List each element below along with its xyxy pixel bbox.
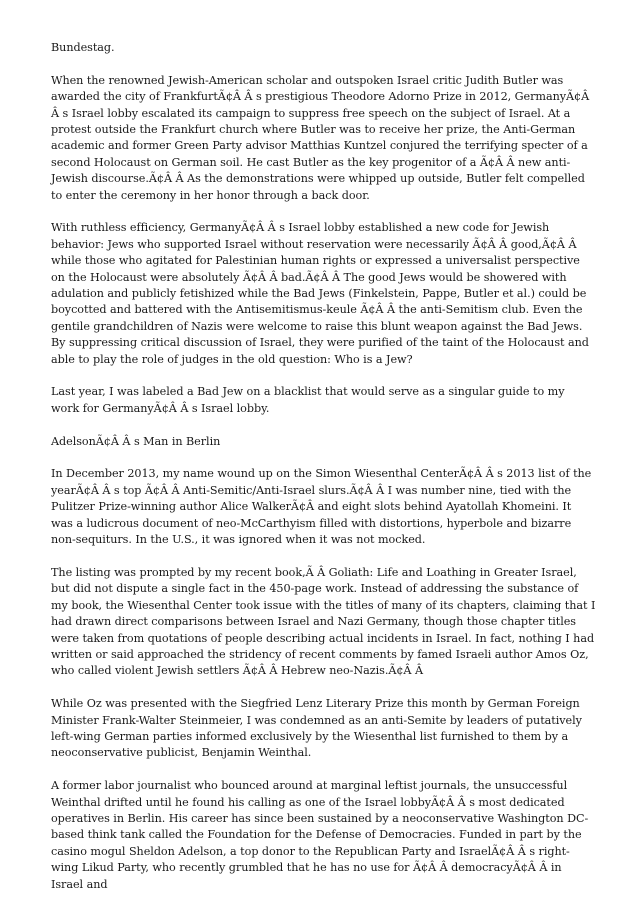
paragraph-butler-prize: When the renowned Jewish-American scholar and outspoken Israel critic Judith Butler was awarded the city of FrankfurtÃ¢Â Â s prestigious Theodore Adorno Prize in 2012, GermanyÃ¢Â Â s Israel lobby escalated its campaign to suppress free speech on the subject of Israel. At a protest outside the Frankfurt church where Butler was to receive her prize, the Anti-German academic and former Green Party advisor Matthias Kuntzel conjured the terrifying specter of a second Holocaust on German soil. He cast Butler as the key progenitor of a Ã¢Â Â new anti-Jewish discourse.Ã¢Â Â As the demonstrations were whipped up outside, Butler felt compelled to enter the ceremony in her honor through a back door. — [51, 73, 590, 202]
paragraph-goliath: The listing was prompted by my recent book,Ã Â Goliath: Life and Loathing in Greater Israel, but did not dispute a single fact in the 450-page work. Instead of addressing the substance of my book, the Wiesenthal Center took issue with the titles of many of its chapters, claiming that I had drawn direct comparisons between Israel and Nazi Germany, though those chapter titles were taken from quotations of people describing actual incidents in Israel. In fact, nothing I had written or said approached the stridency of recent comments by famed Israeli author Amos Oz, who called violent Jewish settlers Ã¢Â Â Hebrew neo-Nazis.Ã¢Â Â — [51, 565, 596, 678]
paragraph-bundestag: Bundestag. — [51, 41, 115, 54]
paragraph-weinthal: A former labor journalist who bounced around at marginal leftist journals, the unsuccessful Weinthal drifted until he found his calling as one of the Israel lobbyÃ¢Â Â s most dedicated operatives in Berlin. His career has since been sustained by a neoconservative Washington DC-based think tank called the Foundation for the Defense of Democracies. Funded in part by the casino mogul Sheldon Adelson, a top donor to the Republican Party and IsraelÃ¢Â Â s right-wing Likud Party, who recently grumbled that he has no use for Ã¢Â Â democracyÃ¢Â Â in Israel and — [51, 779, 589, 891]
paragraph-wiesenthal-list: In December 2013, my name wound up on the Simon Wiesenthal CenterÃ¢Â Â s 2013 list of the yearÃ¢Â Â s top Ã¢Â Â Anti-Semitic/Anti-Israel slurs.Ã¢Â Â I was number nine, tied with the Pulitzer Prize-winning author Alice WalkerÃ¢Â and eight slots behind Ayatollah Khomeini. It was a ludicrous document of neo-McCarthyism filled with distortions, hyperbole and bizarre non-sequiturs. In the U.S., it was ignored when it was not mocked. — [51, 467, 592, 547]
paragraph-oz-prize: While Oz was presented with the Siegfried Lenz Literary Prize this month by German Foreign Minister Frank-Walter Steinmeier, I was condemned as an anti-Semite by leaders of putatively left-wing German parties informed exclusively by the Wiesenthal list furnished to them by a neoconservative publicist, Benjamin Weinthal. — [51, 697, 582, 760]
section-heading-adelson: AdelsonÃ¢Â Â s Man in Berlin — [51, 434, 221, 448]
document-body — [51, 40, 596, 909]
paragraph-blacklist: Last year, I was labeled a Bad Jew on a blacklist that would serve as a singular guide to my work for GermanyÃ¢Â Â s Israel lobby. — [51, 385, 565, 415]
paragraph-code-of-behavior: With ruthless efficiency, GermanyÃ¢Â Â s Israel lobby established a new code for Jewish behavior: Jews who supported Israel without reservation were necessarily Ã¢Â Â good,Ã¢Â Â while those who agitated for Palestinian human rights or expressed a universalist perspective on the Holocaust were absolutely Ã¢Â Â bad.Ã¢Â Â The good Jews would be showered with adulation and publicly fetishized while the Bad Jews (Finkelstein, Pappe, Butler et al.) could be boycotted and battered with the Antisemitismus-keule Ã¢Â Â the anti-Semitism club. Even the gentile grandchildren of Nazis were welcome to raise this blunt weapon against the Bad Jews. By suppressing critical discussion of Israel, they were purified of the taint of the Holocaust and able to play the role of judges in the old question: Who is a Jew? — [51, 221, 589, 366]
